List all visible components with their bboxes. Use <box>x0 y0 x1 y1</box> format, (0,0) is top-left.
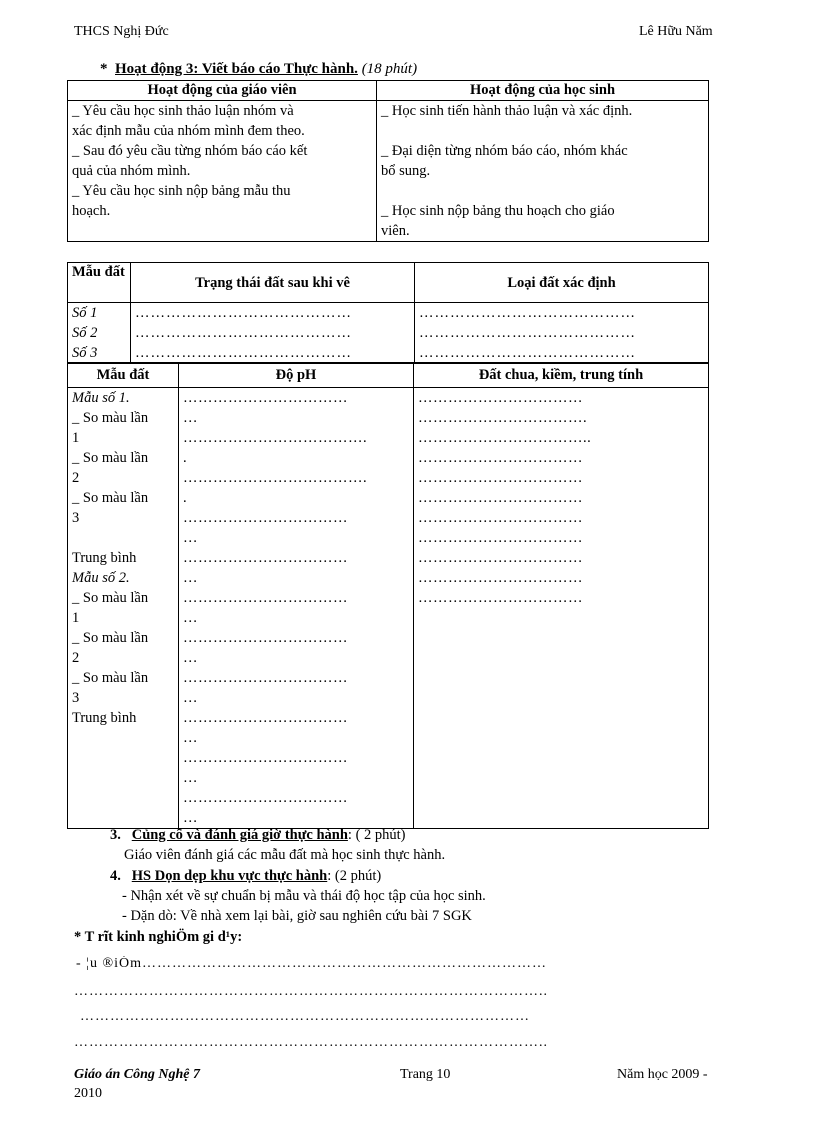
section-4-line: - Dặn dò: Về nhà xem lại bài, giờ sau nghiên cứu bài 7 SGK <box>122 908 472 924</box>
sample-line: Trung bình <box>72 710 137 726</box>
dotted-line: … <box>183 650 198 666</box>
dotted-line: ……………………………. <box>418 410 588 426</box>
student-header: Hoạt động của học sinh <box>377 81 709 101</box>
experience-line: ………………………………………………………………………………….. <box>74 984 548 999</box>
student-line: _ Học sinh nộp bảng thu hoạch cho giáo <box>381 203 615 219</box>
ph-table <box>67 362 709 829</box>
ph-header: Độ pH <box>179 363 414 388</box>
footer-year-end: 2010 <box>74 1086 102 1101</box>
sample-title: Mẫu số 1. <box>72 390 130 406</box>
dotted-line: …………………………… <box>418 470 583 486</box>
experience-line: ……………………………………………………………………………… <box>80 1009 530 1024</box>
sample-line: 3 <box>72 510 80 526</box>
dotted-line: …………………………… <box>183 790 348 806</box>
section-3-time: : ( 2 phút) <box>347 827 406 843</box>
student-line: viên. <box>381 223 410 239</box>
activity-table <box>67 80 709 242</box>
dotted-line: …………………………… <box>418 570 583 586</box>
dotted-line: …………………………….. <box>418 430 592 446</box>
teacher-header: Hoạt động của giáo viên <box>68 81 377 101</box>
student-cell <box>377 101 709 242</box>
sample-line: _ So màu lần <box>72 590 149 606</box>
dotted-line: … <box>183 730 198 746</box>
student-line: _ Học sinh tiến hành thảo luận và xác định. <box>381 103 633 119</box>
sample-title: Mẫu số 2. <box>72 570 130 586</box>
section-3-title: Củng cố và đánh giá giờ thực hành <box>131 827 348 843</box>
sample-line: Trung bình <box>72 550 137 566</box>
activity-bullet: * <box>100 61 108 77</box>
footer-page-number: Trang 10 <box>400 1067 451 1082</box>
teacher-line: _ Sau đó yêu cầu từng nhóm báo cáo kết <box>72 143 308 159</box>
type-dots <box>415 303 709 364</box>
dotted-line: …………………………… <box>183 710 348 726</box>
dotted-line: …………………………………… <box>135 305 352 321</box>
sample-labels <box>68 303 131 364</box>
dotted-line: …………………………………… <box>419 325 636 341</box>
sample-line: _ So màu lần <box>72 670 149 686</box>
sample-label: Số 1 <box>72 305 98 321</box>
dotted-line: …………………………………… <box>135 345 352 361</box>
student-line: bổ sung. <box>381 163 431 179</box>
teacher-line: _ Yêu cầu học sinh nộp bảng mẫu thu <box>72 183 291 199</box>
section-4-title: HS Dọn dẹp khu vực thực hành <box>131 868 328 884</box>
dotted-line: … <box>183 570 198 586</box>
dotted-line: ………………………………. <box>183 470 368 486</box>
sample-line: _ So màu lần <box>72 630 149 646</box>
activity-time: (18 phút) <box>361 61 418 77</box>
dotted-line: … <box>183 410 198 426</box>
dotted-line: …………………………… <box>418 510 583 526</box>
student-line <box>381 181 704 201</box>
section-4-time: : (2 phút) <box>327 868 382 884</box>
teacher-line: xác định mẫu của nhóm mình đem theo. <box>72 123 305 139</box>
ph-column <box>179 388 414 829</box>
sample-header: Mẫu đất <box>68 363 179 388</box>
dotted-line: … <box>183 810 198 826</box>
state-header: Trạng thái đất sau khi vê <box>131 263 415 303</box>
dotted-line: …………………………………… <box>419 305 636 321</box>
sample-line: _ So màu lần <box>72 410 149 426</box>
dotted-line: …………………………………… <box>135 325 352 341</box>
header-school: THCS Nghị Đức <box>74 24 169 39</box>
sample-column <box>68 388 179 829</box>
header-author: Lê Hữu Năm <box>639 24 713 39</box>
sample-line: 1 <box>72 430 80 446</box>
teacher-line: hoạch. <box>72 203 111 219</box>
dotted-line: …………………………… <box>183 510 348 526</box>
teacher-line: quả của nhóm mình. <box>72 163 191 179</box>
dotted-line: …………………………… <box>418 530 583 546</box>
dotted-line: …………………………… <box>183 390 348 406</box>
footer-school-year: Năm học 2009 - <box>617 1067 708 1082</box>
sample-label: Số 2 <box>72 325 98 341</box>
dotted-line: …………………………… <box>183 550 348 566</box>
section-4-number: 4. <box>110 868 121 884</box>
acidity-column <box>414 388 709 829</box>
activity-title-text: Hoạt động 3: Viết báo cáo Thực hành. <box>115 61 358 77</box>
section-4-heading <box>110 868 381 885</box>
section-3-text: Giáo viên đánh giá các mẫu đất mà học sinh thực hành. <box>124 847 446 863</box>
sample-line: 2 <box>72 650 80 666</box>
dotted-line: … <box>183 610 198 626</box>
sample-label: Số 3 <box>72 345 98 361</box>
dotted-line: …………………………… <box>183 590 348 606</box>
dotted-line: … <box>183 690 198 706</box>
dotted-line: …………………………………… <box>419 345 636 361</box>
sample-header: Mẫu đất <box>68 263 131 303</box>
student-line <box>381 121 704 141</box>
experience-line: ………………………………………………………………………………….. <box>74 1035 548 1050</box>
footer-subject: Giáo án Công Nghệ 7 <box>74 1067 201 1082</box>
dotted-line: …………………………… <box>183 670 348 686</box>
dotted-line: …………………………… <box>418 550 583 566</box>
dotted-line: …………………………… <box>418 390 583 406</box>
dotted-line: ………………………………. <box>183 430 368 446</box>
section-4-line: - Nhận xét về sự chuẩn bị mẫu và thái độ học tập của học sinh. <box>122 888 486 904</box>
sample-line: 2 <box>72 470 80 486</box>
dotted-line: …………………………… <box>183 630 348 646</box>
soil-state-table <box>67 262 709 364</box>
dotted-line: …………………………… <box>418 490 583 506</box>
dotted-line: . <box>183 450 188 466</box>
dotted-line: …………………………… <box>418 590 583 606</box>
experience-line: - ¦u ®iÓm……………………………………………………………………… <box>76 956 547 971</box>
sample-line: _ So màu lần <box>72 490 149 506</box>
section-3-heading <box>110 827 406 844</box>
student-line: _ Đại diện từng nhóm báo cáo, nhóm khác <box>381 143 628 159</box>
teacher-cell <box>68 101 377 242</box>
acidity-header: Đất chua, kiềm, trung tính <box>414 363 709 388</box>
sample-line: _ So màu lần <box>72 450 149 466</box>
dotted-line: …………………………… <box>183 750 348 766</box>
activity-3-title <box>100 61 417 78</box>
dotted-line: … <box>183 770 198 786</box>
dotted-line: . <box>183 490 188 506</box>
type-header: Loại đất xác định <box>415 263 709 303</box>
teacher-line: _ Yêu cầu học sinh thảo luận nhóm và <box>72 103 294 119</box>
sample-line <box>72 528 174 548</box>
sample-line: 1 <box>72 610 80 626</box>
section-3-number: 3. <box>110 827 121 843</box>
dotted-line: … <box>183 530 198 546</box>
state-dots <box>131 303 415 364</box>
sample-line: 3 <box>72 690 80 706</box>
experience-title: * T rĩt kinh nghiÖm gi d¹y: <box>74 929 243 945</box>
dotted-line: …………………………… <box>418 450 583 466</box>
